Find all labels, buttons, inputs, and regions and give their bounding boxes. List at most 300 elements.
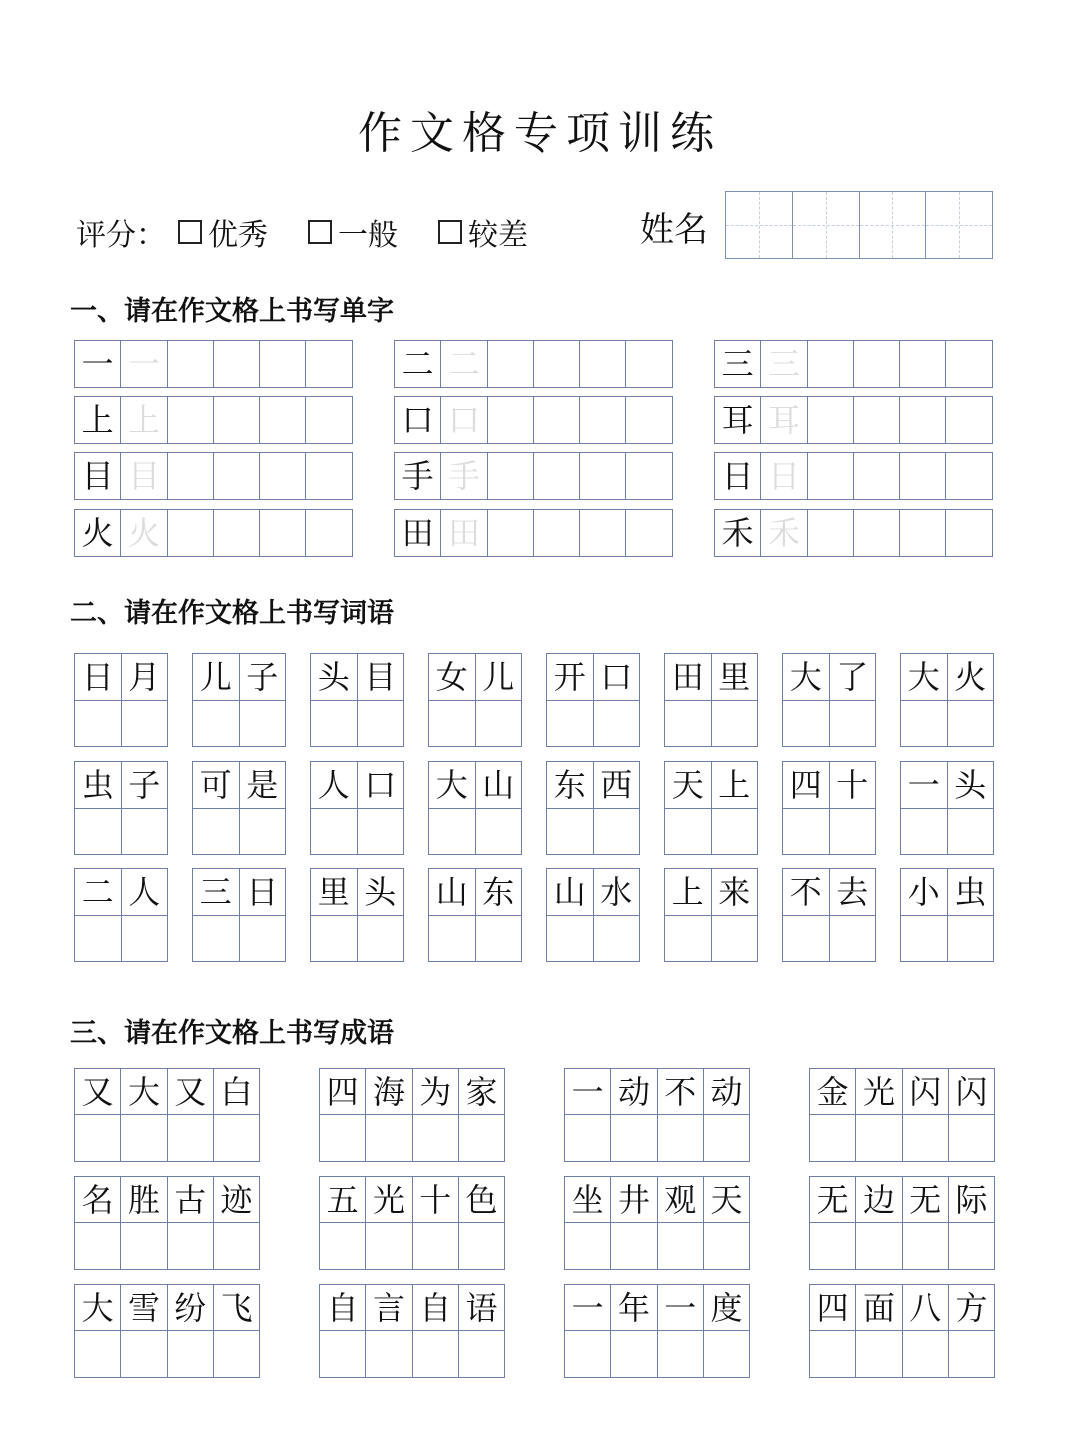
- empty-writing-cell[interactable]: [565, 1223, 611, 1269]
- empty-writing-cell[interactable]: [901, 701, 948, 748]
- idiom-character-cell: 无: [810, 1177, 856, 1223]
- idiom-character-cell: 色: [459, 1177, 505, 1223]
- word-character-cell: 了: [830, 654, 877, 701]
- empty-writing-cell[interactable]: [534, 397, 580, 444]
- empty-writing-cell[interactable]: [413, 1331, 459, 1377]
- word-character-cell: 田: [665, 654, 712, 701]
- empty-writing-cell[interactable]: [854, 341, 900, 388]
- section-title-idioms: 三、请在作文格上书写成语: [70, 1018, 394, 1049]
- word-grid: [74, 868, 168, 962]
- empty-writing-cell[interactable]: [214, 1115, 260, 1161]
- empty-writing-cell[interactable]: [712, 809, 759, 856]
- empty-writing-cell[interactable]: [854, 453, 900, 500]
- idiom-character-cell: 白: [214, 1069, 260, 1115]
- empty-writing-cell[interactable]: [311, 809, 358, 856]
- idiom-character-cell: 井: [611, 1177, 657, 1223]
- empty-writing-cell[interactable]: [854, 397, 900, 444]
- empty-writing-cell[interactable]: [949, 1223, 995, 1269]
- empty-writing-cell[interactable]: [429, 809, 476, 856]
- idiom-character-cell: 度: [704, 1285, 750, 1331]
- empty-writing-cell[interactable]: [366, 1331, 412, 1377]
- empty-writing-cell[interactable]: [75, 809, 122, 856]
- empty-writing-cell[interactable]: [366, 1223, 412, 1269]
- empty-writing-cell[interactable]: [611, 1331, 657, 1377]
- empty-writing-cell[interactable]: [946, 341, 992, 388]
- empty-writing-cell[interactable]: [429, 916, 476, 963]
- word-grid: [900, 653, 994, 747]
- word-character-cell: 火: [948, 654, 995, 701]
- empty-writing-cell[interactable]: [580, 341, 626, 388]
- empty-writing-cell[interactable]: [704, 1331, 750, 1377]
- idiom-grid: [564, 1176, 750, 1270]
- empty-writing-cell[interactable]: [320, 1115, 366, 1161]
- trace-character-cell: 耳: [761, 397, 807, 444]
- empty-writing-cell[interactable]: [900, 397, 946, 444]
- word-character-cell: 是: [240, 762, 287, 809]
- page-title: 作文格专项训练: [358, 108, 722, 159]
- idiom-character-cell: 名: [75, 1177, 121, 1223]
- word-character-cell: 目: [358, 654, 405, 701]
- empty-writing-cell[interactable]: [901, 916, 948, 963]
- idiom-character-cell: 飞: [214, 1285, 260, 1331]
- idiom-character-cell: 四: [810, 1285, 856, 1331]
- idiom-character-cell: 四: [320, 1069, 366, 1115]
- empty-writing-cell[interactable]: [168, 453, 214, 500]
- empty-writing-cell[interactable]: [306, 510, 352, 557]
- model-character-cell: 手: [395, 453, 441, 500]
- word-grid: [782, 653, 876, 747]
- empty-writing-cell[interactable]: [946, 510, 992, 557]
- empty-writing-cell[interactable]: [476, 809, 523, 856]
- empty-writing-cell[interactable]: [122, 701, 169, 748]
- word-character-cell: 里: [712, 654, 759, 701]
- checkbox-poor[interactable]: [438, 220, 462, 244]
- idiom-character-cell: 雪: [121, 1285, 167, 1331]
- empty-writing-cell[interactable]: [594, 916, 641, 963]
- idiom-character-cell: 纷: [168, 1285, 214, 1331]
- empty-writing-cell[interactable]: [594, 701, 641, 748]
- empty-writing-cell[interactable]: [580, 397, 626, 444]
- trace-character-cell: 手: [441, 453, 487, 500]
- word-character-cell: 天: [665, 762, 712, 809]
- empty-writing-cell[interactable]: [214, 453, 260, 500]
- empty-writing-cell[interactable]: [240, 916, 287, 963]
- empty-writing-cell[interactable]: [459, 1115, 505, 1161]
- idiom-character-cell: 海: [366, 1069, 412, 1115]
- empty-writing-cell[interactable]: [810, 1115, 856, 1161]
- checkbox-excellent[interactable]: [178, 220, 202, 244]
- trace-character-cell: 上: [121, 397, 167, 444]
- word-grid: [546, 868, 640, 962]
- empty-writing-cell[interactable]: [626, 341, 672, 388]
- empty-writing-cell[interactable]: [121, 1331, 167, 1377]
- word-character-cell: 里: [311, 869, 358, 916]
- name-cell[interactable]: [793, 192, 860, 258]
- empty-writing-cell[interactable]: [565, 1115, 611, 1161]
- empty-writing-cell[interactable]: [900, 341, 946, 388]
- empty-writing-cell[interactable]: [948, 809, 995, 856]
- model-character-cell: 目: [75, 453, 121, 500]
- empty-writing-cell[interactable]: [366, 1115, 412, 1161]
- character-grid: [394, 396, 673, 444]
- empty-writing-cell[interactable]: [611, 1223, 657, 1269]
- empty-writing-cell[interactable]: [712, 701, 759, 748]
- rating-option-poor[interactable]: [438, 210, 528, 254]
- empty-writing-cell[interactable]: [594, 809, 641, 856]
- empty-writing-cell[interactable]: [903, 1223, 949, 1269]
- empty-writing-cell[interactable]: [168, 341, 214, 388]
- trace-character-cell: 目: [121, 453, 167, 500]
- empty-writing-cell[interactable]: [658, 1223, 704, 1269]
- empty-writing-cell[interactable]: [214, 341, 260, 388]
- idiom-grid: [319, 1176, 505, 1270]
- empty-writing-cell[interactable]: [665, 701, 712, 748]
- word-character-cell: 二: [75, 869, 122, 916]
- idiom-character-cell: 坐: [565, 1177, 611, 1223]
- trace-character-cell: 禾: [761, 510, 807, 557]
- empty-writing-cell[interactable]: [949, 1115, 995, 1161]
- empty-writing-cell[interactable]: [320, 1331, 366, 1377]
- idiom-character-cell: 又: [168, 1069, 214, 1115]
- word-character-cell: 子: [122, 762, 169, 809]
- trace-character-cell: 日: [761, 453, 807, 500]
- idiom-grid: [74, 1284, 260, 1378]
- empty-writing-cell[interactable]: [856, 1331, 902, 1377]
- idiom-character-cell: 自: [320, 1285, 366, 1331]
- empty-writing-cell[interactable]: [580, 510, 626, 557]
- rating-option-excellent[interactable]: [178, 210, 268, 254]
- empty-writing-cell[interactable]: [830, 809, 877, 856]
- word-character-cell: 头: [948, 762, 995, 809]
- empty-writing-cell[interactable]: [949, 1331, 995, 1377]
- empty-writing-cell[interactable]: [856, 1115, 902, 1161]
- empty-writing-cell[interactable]: [122, 916, 169, 963]
- empty-writing-cell[interactable]: [260, 453, 306, 500]
- empty-writing-cell[interactable]: [658, 1115, 704, 1161]
- empty-writing-cell[interactable]: [311, 916, 358, 963]
- empty-writing-cell[interactable]: [547, 916, 594, 963]
- empty-writing-cell[interactable]: [260, 510, 306, 557]
- word-character-cell: 不: [783, 869, 830, 916]
- word-grid: [546, 653, 640, 747]
- character-grid: [394, 452, 673, 500]
- word-grid: [428, 653, 522, 747]
- empty-writing-cell[interactable]: [311, 701, 358, 748]
- empty-writing-cell[interactable]: [75, 1331, 121, 1377]
- empty-writing-cell[interactable]: [429, 701, 476, 748]
- idiom-character-cell: 闪: [903, 1069, 949, 1115]
- empty-writing-cell[interactable]: [214, 510, 260, 557]
- empty-writing-cell[interactable]: [306, 397, 352, 444]
- empty-writing-cell[interactable]: [168, 1223, 214, 1269]
- word-grid: [782, 868, 876, 962]
- empty-writing-cell[interactable]: [168, 397, 214, 444]
- word-character-cell: 月: [122, 654, 169, 701]
- idiom-character-cell: 语: [459, 1285, 505, 1331]
- empty-writing-cell[interactable]: [214, 1331, 260, 1377]
- empty-writing-cell[interactable]: [358, 809, 405, 856]
- model-character-cell: 二: [395, 341, 441, 388]
- empty-writing-cell[interactable]: [358, 916, 405, 963]
- empty-writing-cell[interactable]: [903, 1331, 949, 1377]
- rating-option-label: 一般: [338, 218, 398, 253]
- empty-writing-cell[interactable]: [810, 1223, 856, 1269]
- word-character-cell: 三: [193, 869, 240, 916]
- empty-writing-cell[interactable]: [580, 453, 626, 500]
- rating-option-label: 较差: [468, 218, 528, 253]
- model-character-cell: 耳: [715, 397, 761, 444]
- word-grid: [192, 868, 286, 962]
- empty-writing-cell[interactable]: [808, 510, 854, 557]
- idiom-character-cell: 五: [320, 1177, 366, 1223]
- empty-writing-cell[interactable]: [413, 1115, 459, 1161]
- idiom-character-cell: 言: [366, 1285, 412, 1331]
- idiom-character-cell: 又: [75, 1069, 121, 1115]
- idiom-character-cell: 观: [658, 1177, 704, 1223]
- rating-option-label: 优秀: [208, 218, 268, 253]
- empty-writing-cell[interactable]: [830, 916, 877, 963]
- empty-writing-cell[interactable]: [626, 397, 672, 444]
- empty-writing-cell[interactable]: [565, 1331, 611, 1377]
- empty-writing-cell[interactable]: [214, 397, 260, 444]
- empty-writing-cell[interactable]: [488, 453, 534, 500]
- word-character-cell: 小: [901, 869, 948, 916]
- word-character-cell: 山: [547, 869, 594, 916]
- empty-writing-cell[interactable]: [260, 397, 306, 444]
- word-grid: [428, 761, 522, 855]
- idiom-character-cell: 为: [413, 1069, 459, 1115]
- idiom-character-cell: 动: [611, 1069, 657, 1115]
- empty-writing-cell[interactable]: [260, 341, 306, 388]
- model-character-cell: 禾: [715, 510, 761, 557]
- empty-writing-cell[interactable]: [808, 397, 854, 444]
- word-character-cell: 大: [429, 762, 476, 809]
- empty-writing-cell[interactable]: [168, 1115, 214, 1161]
- idiom-character-cell: 边: [856, 1177, 902, 1223]
- empty-writing-cell[interactable]: [808, 453, 854, 500]
- empty-writing-cell[interactable]: [488, 397, 534, 444]
- word-character-cell: 上: [712, 762, 759, 809]
- word-character-cell: 虫: [75, 762, 122, 809]
- idiom-grid: [809, 1068, 995, 1162]
- empty-writing-cell[interactable]: [358, 701, 405, 748]
- idiom-character-cell: 动: [704, 1069, 750, 1115]
- idiom-character-cell: 年: [611, 1285, 657, 1331]
- idiom-character-cell: 面: [856, 1285, 902, 1331]
- empty-writing-cell[interactable]: [658, 1331, 704, 1377]
- idiom-character-cell: 古: [168, 1177, 214, 1223]
- character-grid: [714, 340, 993, 388]
- empty-writing-cell[interactable]: [476, 701, 523, 748]
- empty-writing-cell[interactable]: [75, 1115, 121, 1161]
- empty-writing-cell[interactable]: [459, 1331, 505, 1377]
- model-character-cell: 上: [75, 397, 121, 444]
- name-cell[interactable]: [726, 192, 793, 258]
- empty-writing-cell[interactable]: [808, 341, 854, 388]
- idiom-grid: [809, 1284, 995, 1378]
- empty-writing-cell[interactable]: [665, 809, 712, 856]
- word-grid: [782, 761, 876, 855]
- empty-writing-cell[interactable]: [488, 341, 534, 388]
- word-grid: [664, 761, 758, 855]
- empty-writing-cell[interactable]: [900, 510, 946, 557]
- character-grid: [714, 452, 993, 500]
- word-grid: [74, 653, 168, 747]
- idiom-character-cell: 光: [856, 1069, 902, 1115]
- empty-writing-cell[interactable]: [320, 1223, 366, 1269]
- empty-writing-cell[interactable]: [122, 809, 169, 856]
- model-character-cell: 三: [715, 341, 761, 388]
- word-character-cell: 山: [476, 762, 523, 809]
- rating-option-average[interactable]: [308, 210, 398, 254]
- character-grid: [394, 509, 673, 557]
- empty-writing-cell[interactable]: [783, 916, 830, 963]
- idiom-character-cell: 闪: [949, 1069, 995, 1115]
- empty-writing-cell[interactable]: [946, 397, 992, 444]
- name-writing-grid[interactable]: [725, 191, 993, 259]
- empty-writing-cell[interactable]: [810, 1331, 856, 1377]
- word-character-cell: 可: [193, 762, 240, 809]
- word-character-cell: 去: [830, 869, 877, 916]
- empty-writing-cell[interactable]: [476, 916, 523, 963]
- empty-writing-cell[interactable]: [547, 701, 594, 748]
- empty-writing-cell[interactable]: [240, 809, 287, 856]
- checkbox-average[interactable]: [308, 220, 332, 244]
- character-grid: [394, 340, 673, 388]
- word-character-cell: 女: [429, 654, 476, 701]
- idiom-grid: [564, 1068, 750, 1162]
- word-character-cell: 头: [311, 654, 358, 701]
- empty-writing-cell[interactable]: [413, 1223, 459, 1269]
- name-cell[interactable]: [926, 192, 992, 258]
- idiom-grid: [74, 1176, 260, 1270]
- section-title-characters: 一、请在作文格上书写单字: [70, 296, 394, 327]
- trace-character-cell: 三: [761, 341, 807, 388]
- model-character-cell: 日: [715, 453, 761, 500]
- empty-writing-cell[interactable]: [830, 701, 877, 748]
- empty-writing-cell[interactable]: [611, 1115, 657, 1161]
- idiom-character-cell: 八: [903, 1285, 949, 1331]
- word-character-cell: 日: [75, 654, 122, 701]
- idiom-character-cell: 迹: [214, 1177, 260, 1223]
- trace-character-cell: 一: [121, 341, 167, 388]
- empty-writing-cell[interactable]: [121, 1223, 167, 1269]
- word-grid: [310, 868, 404, 962]
- empty-writing-cell[interactable]: [856, 1223, 902, 1269]
- trace-character-cell: 口: [441, 397, 487, 444]
- model-character-cell: 一: [75, 341, 121, 388]
- word-grid: [192, 653, 286, 747]
- empty-writing-cell[interactable]: [168, 1331, 214, 1377]
- word-character-cell: 口: [358, 762, 405, 809]
- empty-writing-cell[interactable]: [193, 701, 240, 748]
- empty-writing-cell[interactable]: [854, 510, 900, 557]
- empty-writing-cell[interactable]: [948, 701, 995, 748]
- empty-writing-cell[interactable]: [168, 510, 214, 557]
- word-grid: [428, 868, 522, 962]
- empty-writing-cell[interactable]: [534, 453, 580, 500]
- idiom-character-cell: 一: [565, 1069, 611, 1115]
- idiom-character-cell: 际: [949, 1177, 995, 1223]
- empty-writing-cell[interactable]: [704, 1223, 750, 1269]
- empty-writing-cell[interactable]: [193, 916, 240, 963]
- word-character-cell: 儿: [476, 654, 523, 701]
- idiom-character-cell: 不: [658, 1069, 704, 1115]
- word-character-cell: 上: [665, 869, 712, 916]
- empty-writing-cell[interactable]: [783, 809, 830, 856]
- idiom-grid: [809, 1176, 995, 1270]
- character-grid: [74, 396, 353, 444]
- empty-writing-cell[interactable]: [306, 453, 352, 500]
- model-character-cell: 田: [395, 510, 441, 557]
- idiom-grid: [319, 1068, 505, 1162]
- empty-writing-cell[interactable]: [900, 453, 946, 500]
- idiom-character-cell: 家: [459, 1069, 505, 1115]
- empty-writing-cell[interactable]: [75, 1223, 121, 1269]
- idiom-character-cell: 胜: [121, 1177, 167, 1223]
- empty-writing-cell[interactable]: [626, 453, 672, 500]
- empty-writing-cell[interactable]: [946, 453, 992, 500]
- word-character-cell: 东: [476, 869, 523, 916]
- empty-writing-cell[interactable]: [665, 916, 712, 963]
- empty-writing-cell[interactable]: [626, 510, 672, 557]
- character-grid: [74, 509, 353, 557]
- model-character-cell: 口: [395, 397, 441, 444]
- word-character-cell: 十: [830, 762, 877, 809]
- character-grid: [714, 509, 993, 557]
- empty-writing-cell[interactable]: [903, 1115, 949, 1161]
- empty-writing-cell[interactable]: [712, 916, 759, 963]
- empty-writing-cell[interactable]: [901, 809, 948, 856]
- empty-writing-cell[interactable]: [75, 701, 122, 748]
- empty-writing-cell[interactable]: [193, 809, 240, 856]
- empty-writing-cell[interactable]: [547, 809, 594, 856]
- word-character-cell: 大: [901, 654, 948, 701]
- empty-writing-cell[interactable]: [783, 701, 830, 748]
- empty-writing-cell[interactable]: [306, 341, 352, 388]
- word-character-cell: 大: [783, 654, 830, 701]
- word-character-cell: 东: [547, 762, 594, 809]
- word-grid: [192, 761, 286, 855]
- word-character-cell: 人: [122, 869, 169, 916]
- word-grid: [310, 761, 404, 855]
- section-title-words: 二、请在作文格上书写词语: [70, 598, 394, 629]
- idiom-character-cell: 无: [903, 1177, 949, 1223]
- empty-writing-cell[interactable]: [121, 1115, 167, 1161]
- idiom-character-cell: 一: [565, 1285, 611, 1331]
- empty-writing-cell[interactable]: [704, 1115, 750, 1161]
- name-cell[interactable]: [860, 192, 927, 258]
- idiom-character-cell: 光: [366, 1177, 412, 1223]
- empty-writing-cell[interactable]: [214, 1223, 260, 1269]
- empty-writing-cell[interactable]: [534, 510, 580, 557]
- empty-writing-cell[interactable]: [534, 341, 580, 388]
- word-character-cell: 西: [594, 762, 641, 809]
- trace-character-cell: 火: [121, 510, 167, 557]
- empty-writing-cell[interactable]: [488, 510, 534, 557]
- empty-writing-cell[interactable]: [459, 1223, 505, 1269]
- empty-writing-cell[interactable]: [240, 701, 287, 748]
- idiom-character-cell: 大: [121, 1069, 167, 1115]
- idiom-character-cell: 十: [413, 1177, 459, 1223]
- word-grid: [900, 761, 994, 855]
- word-character-cell: 口: [594, 654, 641, 701]
- word-character-cell: 日: [240, 869, 287, 916]
- empty-writing-cell[interactable]: [948, 916, 995, 963]
- empty-writing-cell[interactable]: [75, 916, 122, 963]
- word-grid: [546, 761, 640, 855]
- word-character-cell: 子: [240, 654, 287, 701]
